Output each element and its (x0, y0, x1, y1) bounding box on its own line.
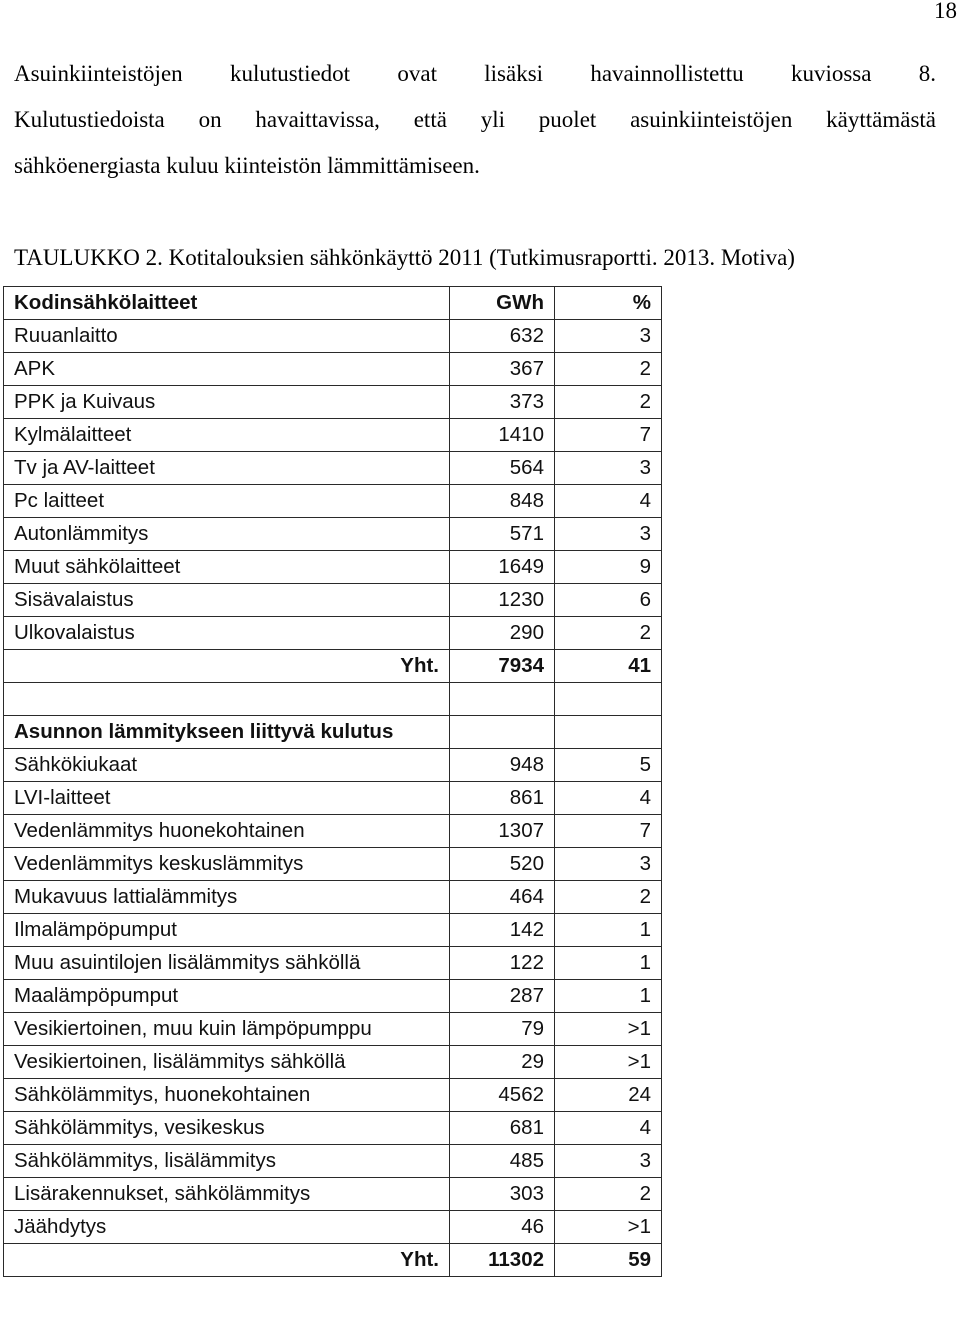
row-gwh: 1410 (450, 419, 555, 452)
section-header-empty (555, 716, 662, 749)
subtotal-percent: 41 (555, 650, 662, 683)
row-gwh: 46 (450, 1211, 555, 1244)
spacer-row (4, 683, 662, 716)
total-row (4, 1244, 662, 1277)
row-percent: 3 (555, 518, 662, 551)
column-header-appliances: Kodinsähkölaitteet (4, 287, 450, 320)
row-label: Muu asuintilojen lisälämmitys sähköllä (4, 947, 450, 980)
row-label: Ilmalämpöpumput (4, 914, 450, 947)
table-row (4, 419, 662, 452)
row-gwh: 464 (450, 881, 555, 914)
table-row (4, 914, 662, 947)
table-body (4, 287, 662, 1277)
total-percent: 59 (555, 1244, 662, 1277)
section-header-empty (450, 716, 555, 749)
row-percent: 4 (555, 485, 662, 518)
row-label: Vedenlämmitys keskuslämmitys (4, 848, 450, 881)
row-percent: 4 (555, 782, 662, 815)
row-label: Kylmälaitteet (4, 419, 450, 452)
row-label: Tv ja AV-laitteet (4, 452, 450, 485)
row-label: Lisärakennukset, sähkölämmitys (4, 1178, 450, 1211)
row-gwh: 1649 (450, 551, 555, 584)
table-row (4, 1145, 662, 1178)
table-row (4, 485, 662, 518)
table-row (4, 980, 662, 1013)
row-label: Vesikiertoinen, lisälämmitys sähköllä (4, 1046, 450, 1079)
row-percent: >1 (555, 1013, 662, 1046)
row-percent: 1 (555, 980, 662, 1013)
column-header-gwh: GWh (450, 287, 555, 320)
subtotal-label: Yht. (4, 650, 450, 683)
table-row (4, 1112, 662, 1145)
row-percent: 2 (555, 353, 662, 386)
row-percent: >1 (555, 1046, 662, 1079)
row-gwh: 79 (450, 1013, 555, 1046)
row-percent: 3 (555, 452, 662, 485)
row-percent: 9 (555, 551, 662, 584)
table-row (4, 386, 662, 419)
table-row (4, 551, 662, 584)
row-label: Ulkovalaistus (4, 617, 450, 650)
row-percent: 2 (555, 617, 662, 650)
table-caption: TAULUKKO 2. Kotitalouksien sähkönkäyttö 2011 (Tutkimusraportti. 2013. Motiva) (14, 245, 795, 270)
table-row (4, 782, 662, 815)
total-gwh: 11302 (450, 1244, 555, 1277)
row-label: Maalämpöpumput (4, 980, 450, 1013)
row-label: PPK ja Kuivaus (4, 386, 450, 419)
subtotal-row (4, 650, 662, 683)
row-label: Muut sähkölaitteet (4, 551, 450, 584)
row-gwh: 303 (450, 1178, 555, 1211)
row-percent: 7 (555, 815, 662, 848)
row-percent: 24 (555, 1079, 662, 1112)
row-percent: 2 (555, 386, 662, 419)
row-label: Sähkölämmitys, vesikeskus (4, 1112, 450, 1145)
row-gwh: 287 (450, 980, 555, 1013)
row-label: Jäähdytys (4, 1211, 450, 1244)
row-label: Vesikiertoinen, muu kuin lämpöpumppu (4, 1013, 450, 1046)
spacer-cell (555, 683, 662, 716)
row-percent: 3 (555, 1145, 662, 1178)
table-row (4, 1211, 662, 1244)
table-row (4, 452, 662, 485)
row-percent: 3 (555, 848, 662, 881)
row-gwh: 520 (450, 848, 555, 881)
row-gwh: 290 (450, 617, 555, 650)
table-row (4, 320, 662, 353)
subtotal-gwh: 7934 (450, 650, 555, 683)
row-gwh: 861 (450, 782, 555, 815)
row-percent: 2 (555, 881, 662, 914)
row-percent: 1 (555, 914, 662, 947)
row-gwh: 29 (450, 1046, 555, 1079)
table-row (4, 749, 662, 782)
row-percent: 5 (555, 749, 662, 782)
row-gwh: 848 (450, 485, 555, 518)
row-label: Mukavuus lattialämmitys (4, 881, 450, 914)
table-row (4, 617, 662, 650)
row-label: Vedenlämmitys huonekohtainen (4, 815, 450, 848)
table-row (4, 584, 662, 617)
row-label: Autonlämmitys (4, 518, 450, 551)
row-percent: 1 (555, 947, 662, 980)
row-gwh: 142 (450, 914, 555, 947)
row-percent: 4 (555, 1112, 662, 1145)
row-gwh: 122 (450, 947, 555, 980)
spacer-cell (450, 683, 555, 716)
row-gwh: 373 (450, 386, 555, 419)
row-label: APK (4, 353, 450, 386)
table-row (4, 1046, 662, 1079)
row-gwh: 681 (450, 1112, 555, 1145)
section-header-heating: Asunnon lämmitykseen liittyvä kulutus (4, 716, 450, 749)
table-row (4, 1013, 662, 1046)
row-gwh: 1307 (450, 815, 555, 848)
electricity-use-table (3, 286, 662, 1277)
row-label: Pc laitteet (4, 485, 450, 518)
row-label: Sähkökiukaat (4, 749, 450, 782)
row-percent: 2 (555, 1178, 662, 1211)
row-label: Sähkölämmitys, lisälämmitys (4, 1145, 450, 1178)
row-percent: 6 (555, 584, 662, 617)
intro-line-2: Kulutustiedoista on havaittavissa, että yli puolet asuinkiinteistöjen käyttämästä (14, 107, 936, 132)
table-row (4, 848, 662, 881)
row-gwh: 632 (450, 320, 555, 353)
table-row (4, 353, 662, 386)
table-row (4, 1178, 662, 1211)
row-gwh: 367 (450, 353, 555, 386)
table-row (4, 881, 662, 914)
row-label: Sähkölämmitys, huonekohtainen (4, 1079, 450, 1112)
row-gwh: 564 (450, 452, 555, 485)
row-gwh: 485 (450, 1145, 555, 1178)
table-header-row (4, 287, 662, 320)
intro-line-1: Asuinkiinteistöjen kulutustiedot ovat lisäksi havainnollistettu kuviossa 8. (14, 61, 936, 86)
total-label: Yht. (4, 1244, 450, 1277)
table-row (4, 815, 662, 848)
row-gwh: 4562 (450, 1079, 555, 1112)
row-percent: 3 (555, 320, 662, 353)
row-percent: 7 (555, 419, 662, 452)
row-percent: >1 (555, 1211, 662, 1244)
row-label: Sisävalaistus (4, 584, 450, 617)
table-row (4, 947, 662, 980)
row-label: Ruuanlaitto (4, 320, 450, 353)
page-number: 18 (934, 0, 957, 23)
section-header-row (4, 716, 662, 749)
row-label: LVI-laitteet (4, 782, 450, 815)
row-gwh: 571 (450, 518, 555, 551)
spacer-cell (4, 683, 450, 716)
row-gwh: 1230 (450, 584, 555, 617)
intro-paragraph (14, 51, 936, 189)
table-row (4, 518, 662, 551)
column-header-percent: % (555, 287, 662, 320)
table-row (4, 1079, 662, 1112)
intro-line-3: sähköenergiasta kuluu kiinteistön lämmittämiseen. (14, 153, 480, 178)
row-gwh: 948 (450, 749, 555, 782)
